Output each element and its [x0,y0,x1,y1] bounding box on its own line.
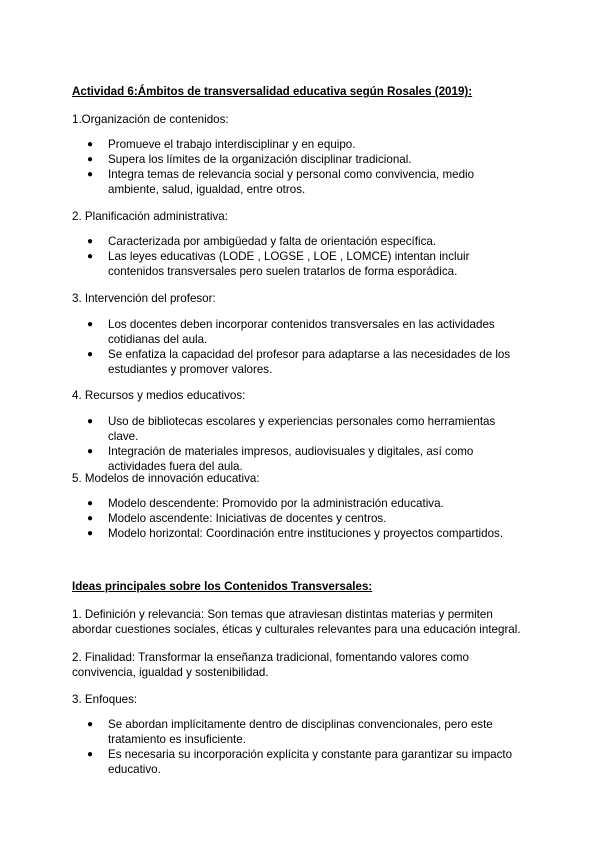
list-item: ● Uso de bibliotecas escolares y experiencias personales como herramientas clave. [87,415,496,443]
list-item: ● Es necesaria su incorporación explícita y constante para garantizar su impacto educativo. [87,748,513,776]
list-modelos [72,496,528,541]
heading-modelos: 5. Modelos de innovación educativa: [72,472,260,485]
bullet-icon: ● [87,513,94,524]
list-item: ● Modelo ascendente: Iniciativas de docentes y centros. [87,512,387,525]
bullet-icon: ● [87,749,94,760]
list-item: ● Se abordan implícitamente dentro de disciplinas convencionales, pero este tratamiento es insuficiente. [87,718,493,746]
section-title-ideas-principales: Ideas principales sobre los Contenidos Transversales: [72,580,373,593]
heading-recursos: 4. Recursos y medios educativos: [72,389,246,402]
heading-organizacion: 1.Organización de contenidos: [72,113,229,126]
bullet-icon: ● [87,169,94,180]
list-item: ● Integra temas de relevancia social y personal como convivencia, medio ambiente, salud, igualdad, entre otros. [87,168,475,196]
bullet-icon: ● [87,319,94,330]
list-item: ● Supera los límites de la organización disciplinar tradicional. [87,153,412,166]
bullet-icon: ● [87,528,94,539]
bullet-icon: ● [87,236,94,247]
list-item: ● Integración de materiales impresos, audiovisuales y digitales, así como actividades fuera del aula. [87,445,474,473]
bullet-icon: ● [87,154,94,165]
bullet-icon: ● [87,719,94,730]
heading-enfoques: 3. Enfoques: [72,693,138,706]
section-title-actividad-6: Actividad 6:Ámbitos de transversalidad educativa según Rosales (2019): [72,85,473,98]
heading-planificacion: 2. Planificación administrativa: [72,210,228,223]
bullet-icon: ● [87,251,94,262]
list-item: ● Modelo horizontal: Coordinación entre instituciones y proyectos compartidos. [87,527,504,540]
bullet-icon: ● [87,139,94,150]
paragraph-finalidad: 2. Finalidad: Transformar la enseñanza tradicional, fomentando valores como convivencia, igualdad y sostenibilidad. [72,651,469,679]
list-organizacion [72,137,528,197]
bullet-icon: ● [87,446,94,457]
list-item: ● Promueve el trabajo interdisciplinar y en equipo. [87,138,356,151]
list-planificacion [72,234,528,279]
list-item: ● Modelo descendente: Promovido por la administración educativa. [87,497,444,510]
list-item: ● Caracterizada por ambigüedad y falta de orientación específica. [87,235,437,248]
heading-intervencion: 3. Intervención del profesor: [72,292,216,305]
list-intervencion [72,317,528,377]
bullet-icon: ● [87,416,94,427]
bullet-icon: ● [87,349,94,360]
list-recursos [72,414,528,474]
list-item: ● Se enfatiza la capacidad del profesor para adaptarse a las necesidades de los estudiantes y promover valores. [87,348,511,376]
list-item: ● Los docentes deben incorporar contenidos transversales en las actividades cotidianas del aula. [87,318,495,346]
list-item: ● Las leyes educativas (LODE , LOGSE , LOE , LOMCE) intentan incluir contenidos transversales pero suelen tratarlos de forma esporádica. [87,250,470,278]
bullet-icon: ● [87,498,94,509]
list-enfoques [72,717,528,777]
paragraph-definicion: 1. Definición y relevancia: Son temas que atraviesan distintas materias y permiten abordar cuestiones sociales, éticas y culturales relevantes para una educación integral. [72,608,521,636]
